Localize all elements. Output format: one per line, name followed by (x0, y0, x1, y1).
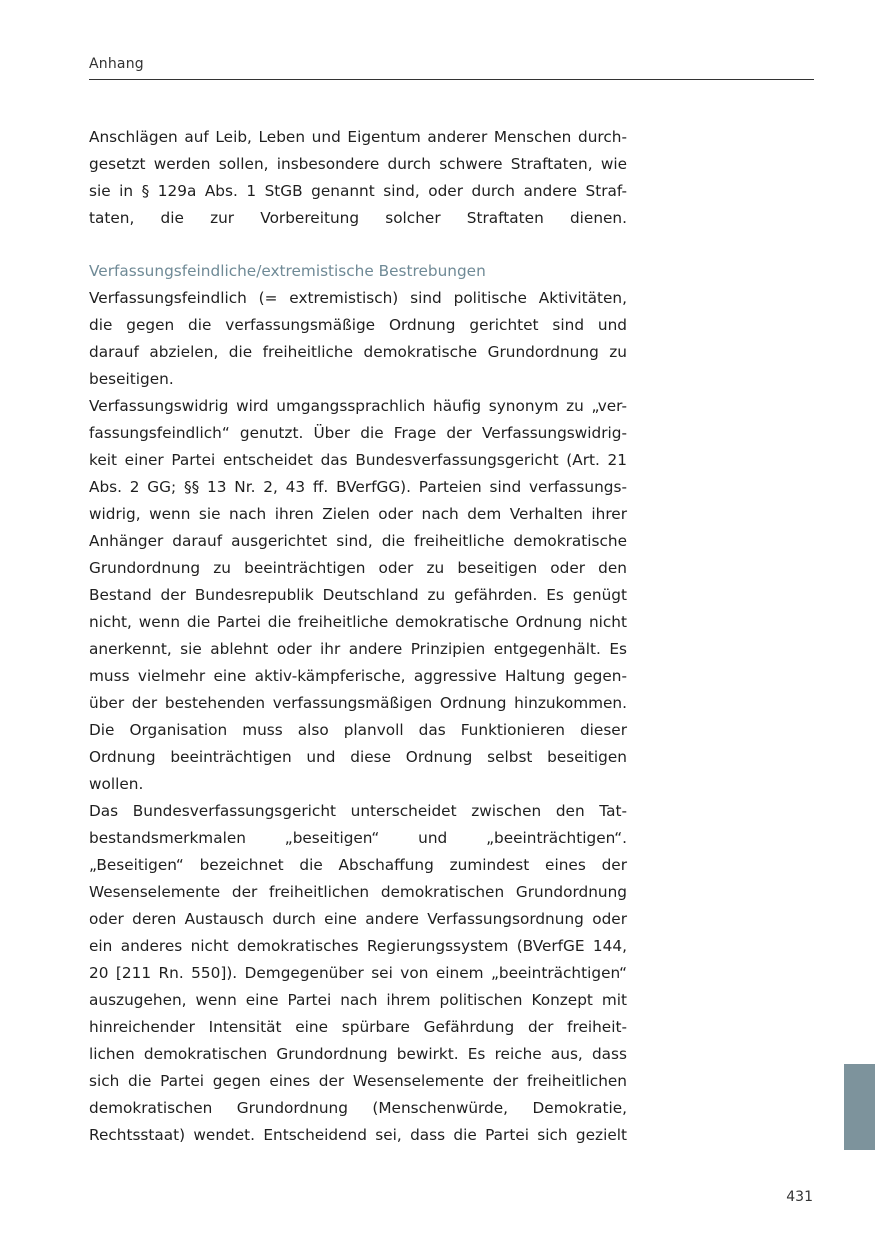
text-line: Die Organisation muss also planvoll das Funktionieren dieser (89, 721, 627, 739)
text-line: sie in § 129a Abs. 1 StGB genannt sind, oder durch andere Straf- (89, 182, 627, 200)
paragraph-4 (89, 798, 627, 1149)
running-head: Anhang (89, 56, 144, 72)
text-line: keit einer Partei entscheidet das Bundesverfassungsgericht (Art. 21 (89, 451, 627, 469)
text-line: die gegen die verfassungsmäßige Ordnung gerichtet sind und (89, 316, 627, 334)
text-line: oder deren Austausch durch eine andere Verfassungsordnung oder (89, 910, 627, 928)
paragraph-1 (89, 124, 627, 232)
text-line: wollen. (89, 775, 144, 793)
text-line: auszugehen, wenn eine Partei nach ihrem politischen Konzept mit (89, 991, 627, 1009)
text-line: darauf abzielen, die freiheitliche demokratische Grundordnung zu (89, 343, 627, 361)
text-line: fassungsfeindlich“ genutzt. Über die Frage der Verfassungswidrig- (89, 424, 627, 442)
text-line: ein anderes nicht demokratisches Regierungssystem (BVerfGE 144, (89, 937, 627, 955)
paragraph-spacer (89, 232, 627, 258)
text-line: Abs. 2 GG; §§ 13 Nr. 2, 43 ff. BVerfGG). Parteien sind verfassungs- (89, 478, 627, 496)
text-line: Rechtsstaat) wendet. Entscheidend sei, dass die Partei sich gezielt (89, 1126, 627, 1144)
text-line: demokratischen Grundordnung (Menschenwürde, Demokratie, (89, 1099, 627, 1117)
text-line: taten, die zur Vorbereitung solcher Straftaten dienen. (89, 209, 627, 227)
text-line: beseitigen. (89, 370, 174, 388)
text-line: Verfassungswidrig wird umgangssprachlich häufig synonym zu „ver- (89, 397, 627, 415)
paragraph-2 (89, 285, 627, 393)
text-line: sich die Partei gegen eines der Wesenselemente der freiheitlichen (89, 1072, 627, 1090)
text-line: gesetzt werden sollen, insbesondere durch schwere Straftaten, wie (89, 155, 627, 173)
text-line: Das Bundesverfassungsgericht unterscheidet zwischen den Tat- (89, 802, 627, 820)
header-rule (89, 79, 814, 80)
text-line: muss vielmehr eine aktiv-kämpferische, aggressive Haltung gegen- (89, 667, 627, 685)
text-line: „Beseitigen“ bezeichnet die Abschaffung zumindest eines der (89, 856, 627, 874)
text-line: über der bestehenden verfassungsmäßigen Ordnung hinzukommen. (89, 694, 627, 712)
text-line: Anhänger darauf ausgerichtet sind, die freiheitliche demokratische (89, 532, 627, 550)
chapter-tab-marker (844, 1064, 875, 1150)
main-text (89, 124, 627, 1149)
text-line: Verfassungsfeindlich (= extremistisch) sind politische Aktivitäten, (89, 289, 627, 307)
page-number: 431 (786, 1189, 813, 1205)
text-line: Bestand der Bundesrepublik Deutschland zu gefährden. Es genügt (89, 586, 627, 604)
text-line: Anschlägen auf Leib, Leben und Eigentum anderer Menschen durch- (89, 128, 627, 146)
text-line: Ordnung beeinträchtigen und diese Ordnung selbst beseitigen (89, 748, 627, 766)
text-line: Grundordnung zu beeinträchtigen oder zu beseitigen oder den (89, 559, 627, 577)
text-line: hinreichender Intensität eine spürbare Gefährdung der freiheit- (89, 1018, 627, 1036)
text-line: lichen demokratischen Grundordnung bewirkt. Es reiche aus, dass (89, 1045, 627, 1063)
paragraph-3 (89, 393, 627, 798)
text-line: bestandsmerkmalen „beseitigen“ und „beeinträchtigen“. (89, 829, 627, 847)
text-line: anerkennt, sie ablehnt oder ihr andere Prinzipien entgegenhält. Es (89, 640, 627, 658)
text-line: 20 [211 Rn. 550]). Demgegenüber sei von einem „beeinträchtigen“ (89, 964, 627, 982)
section-heading: Verfassungsfeindliche/extremistische Bestrebungen (89, 262, 486, 280)
text-line: nicht, wenn die Partei die freiheitliche demokratische Ordnung nicht (89, 613, 627, 631)
text-line: Wesenselemente der freiheitlichen demokratischen Grundordnung (89, 883, 627, 901)
text-line: widrig, wenn sie nach ihren Zielen oder nach dem Verhalten ihrer (89, 505, 627, 523)
